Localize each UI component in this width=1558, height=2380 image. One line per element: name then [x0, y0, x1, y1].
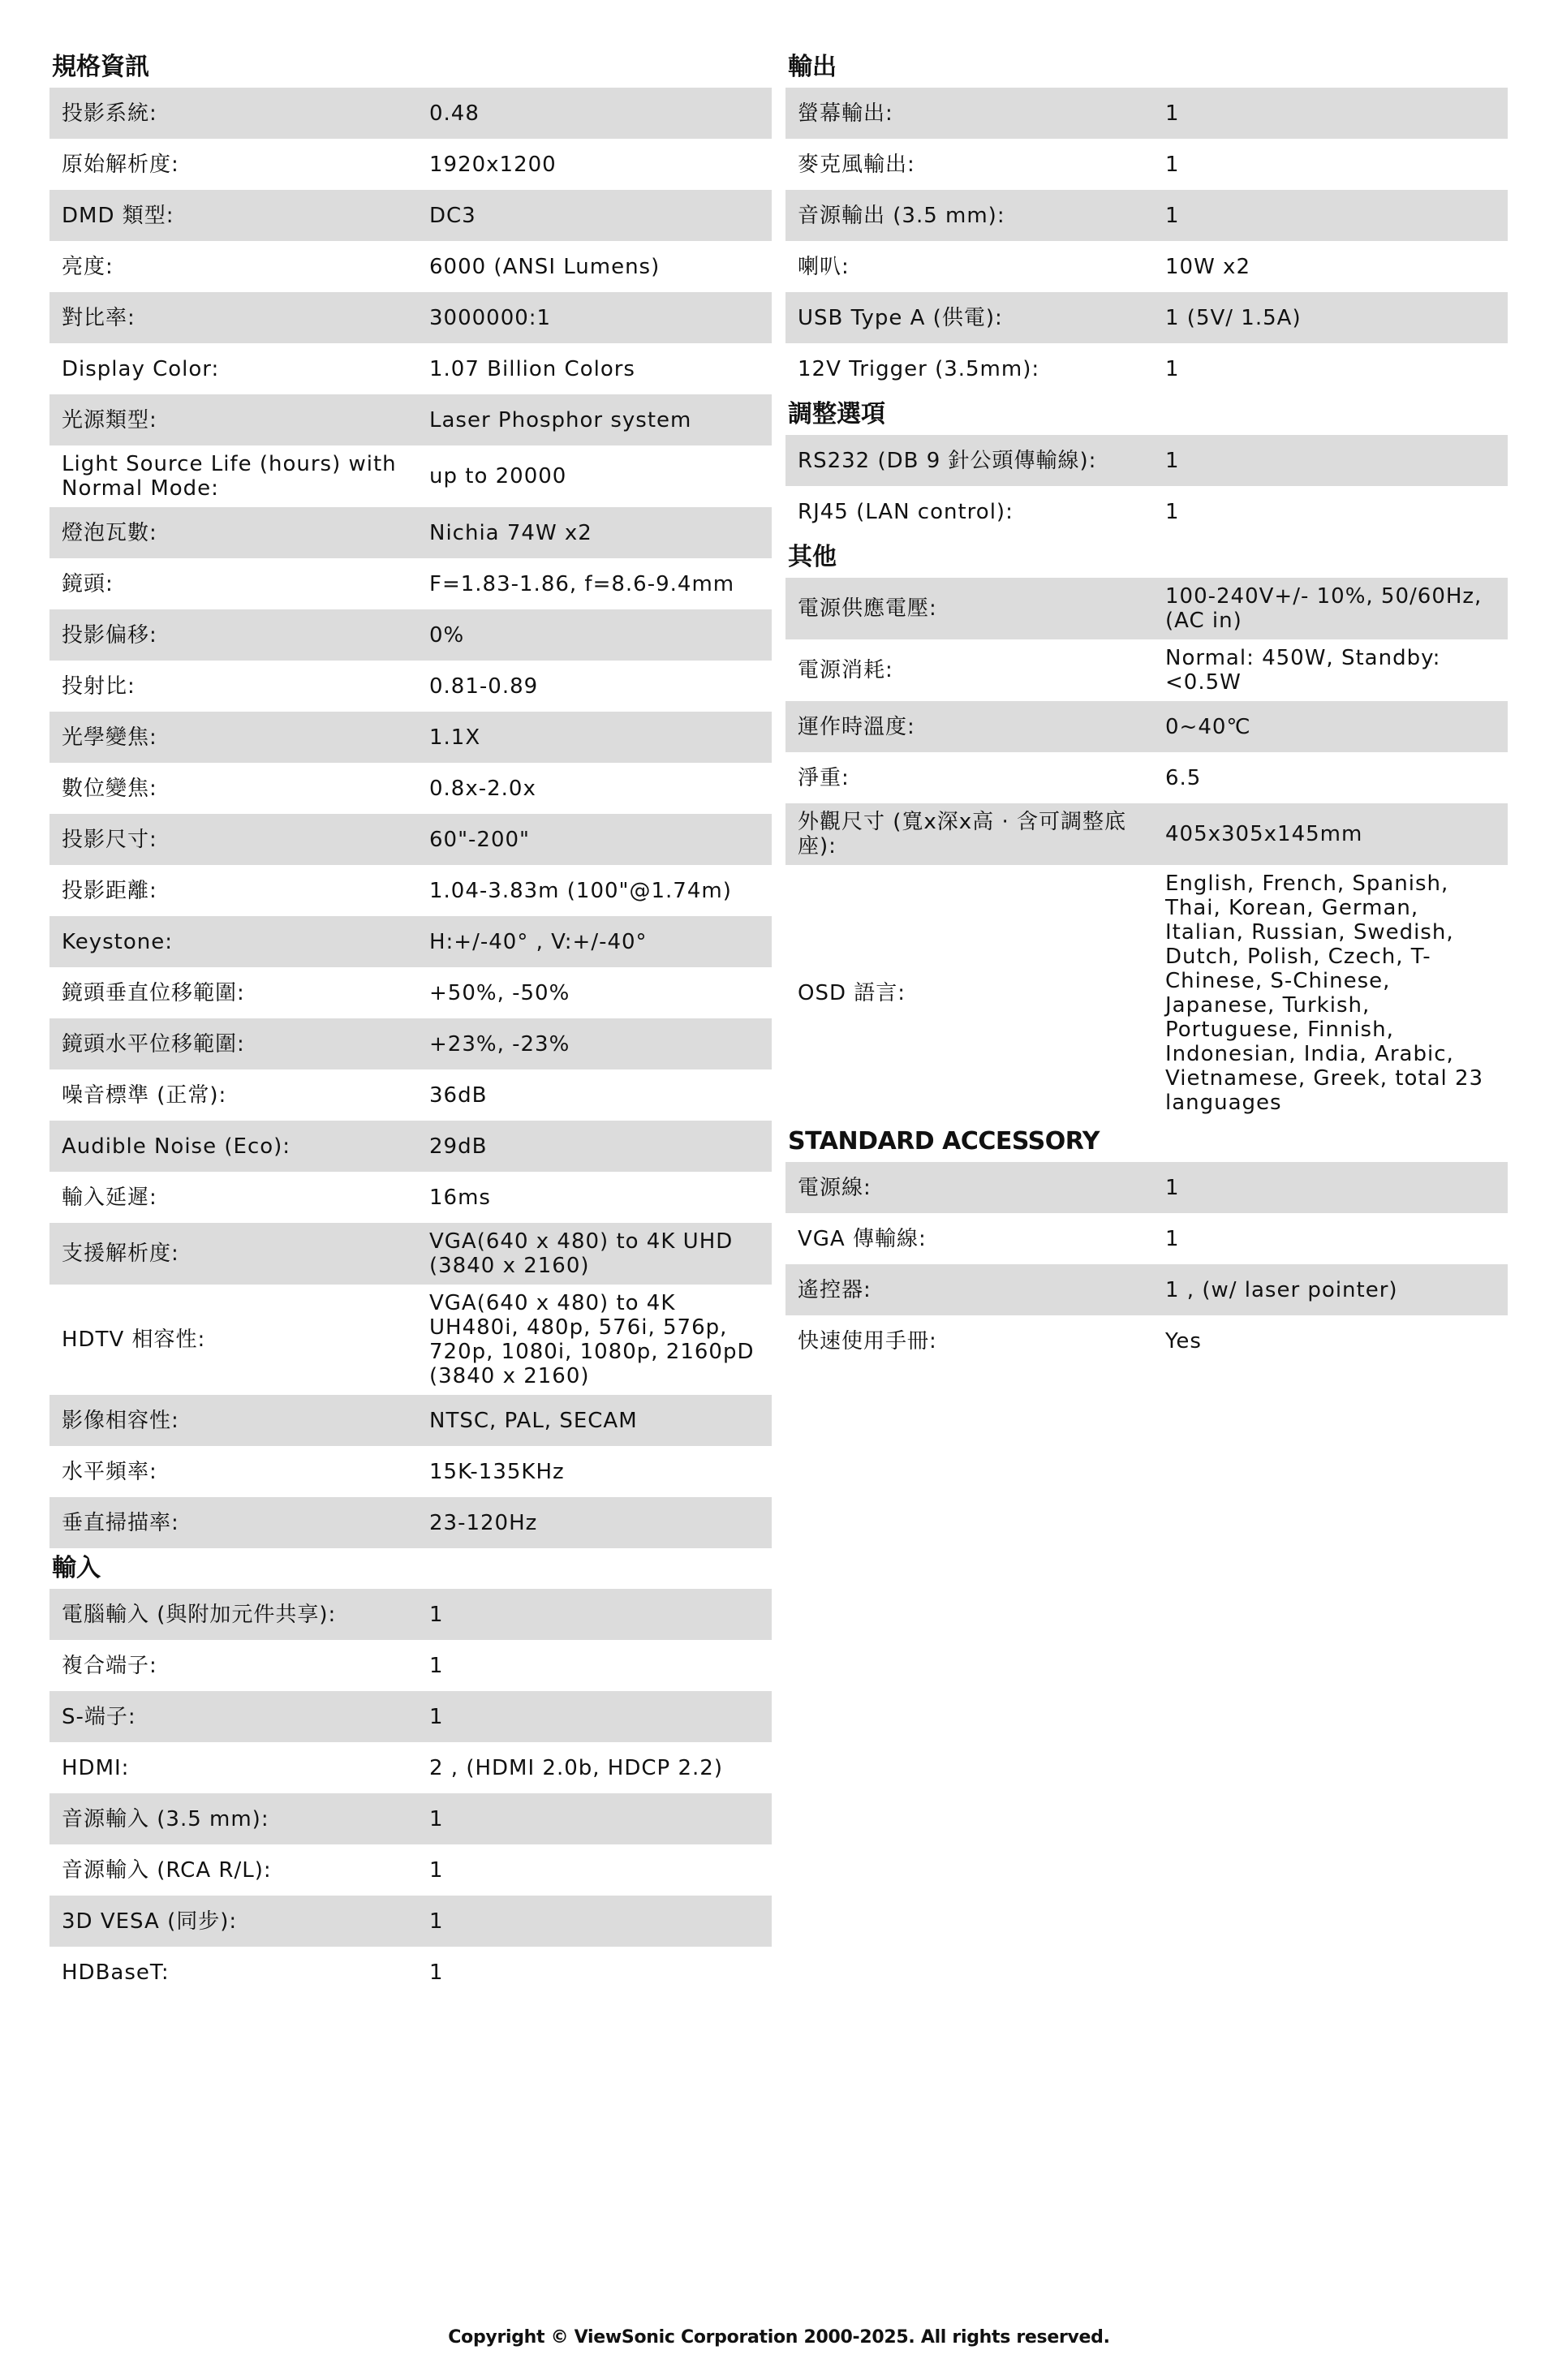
- section-title: 規格資訊: [52, 53, 149, 81]
- spec-row: [49, 343, 772, 394]
- spec-label: 光學變焦:: [62, 725, 157, 750]
- spec-value: 6.5: [1165, 765, 1202, 790]
- spec-row: [49, 1844, 772, 1896]
- spec-value: 0.81-0.89: [429, 674, 539, 699]
- spec-label: 投影偏移:: [62, 622, 157, 648]
- spec-row: [49, 1640, 772, 1691]
- spec-section: [49, 47, 772, 1548]
- spec-label: 鏡頭水平位移範圍:: [62, 1031, 245, 1057]
- spec-value: 16ms: [429, 1185, 491, 1210]
- spec-value: 1: [429, 1960, 444, 1985]
- spec-value: H:+/-40° , V:+/-40°: [429, 929, 648, 954]
- spec-value: 1.07 Billion Colors: [429, 356, 635, 381]
- spec-row: [49, 712, 772, 763]
- spec-label: 支援解析度:: [62, 1242, 179, 1266]
- spec-row: [785, 578, 1508, 639]
- copyright-footer: Copyright © ViewSonic Corporation 2000-2025. All rights reserved.: [448, 2327, 1110, 2348]
- spec-label: S-端子:: [62, 1704, 136, 1729]
- spec-label: VGA 傳輸線:: [798, 1226, 927, 1251]
- spec-label: 音源輸出 (3.5 mm):: [798, 203, 1005, 228]
- spec-label: 鏡頭垂直位移範圍:: [62, 980, 245, 1005]
- spec-label: HDBaseT:: [62, 1960, 170, 1985]
- spec-row: [49, 1589, 772, 1640]
- spec-value: 1.04-3.83m (100"@1.74m): [429, 878, 732, 903]
- spec-row: [785, 241, 1508, 292]
- section-title: 輸入: [52, 1554, 101, 1582]
- spec-row: [49, 292, 772, 343]
- spec-value: Nichia 74W x2: [429, 520, 592, 545]
- spec-row: [49, 1395, 772, 1446]
- spec-row: [49, 558, 772, 609]
- spec-label: 光源類型:: [62, 407, 157, 433]
- spec-label: 投影尺寸:: [62, 827, 157, 852]
- spec-value: 23-120Hz: [429, 1510, 538, 1535]
- spec-value: 1: [1165, 356, 1180, 381]
- spec-row: [49, 394, 772, 445]
- spec-row: [49, 967, 772, 1018]
- spec-row: [785, 190, 1508, 241]
- spec-value: 10W x2: [1165, 254, 1250, 279]
- spec-label: 3D VESA (同步):: [62, 1909, 238, 1934]
- spec-label: 音源輸入 (3.5 mm):: [62, 1806, 269, 1831]
- spec-label: 電腦輸入 (與附加元件共享):: [62, 1602, 337, 1627]
- spec-value: up to 20000: [429, 464, 567, 488]
- spec-label: Light Source Life (hours) with Normal Mode:: [62, 452, 397, 501]
- spec-label: 鏡頭:: [62, 571, 114, 596]
- spec-value: 1: [1165, 152, 1180, 177]
- spec-label: 燈泡瓦數:: [62, 520, 157, 545]
- spec-value: 1.1X: [429, 725, 481, 750]
- spec-label: 麥克風輸出:: [798, 152, 915, 177]
- spec-value: +23%, -23%: [429, 1031, 570, 1057]
- spec-row: [49, 1497, 772, 1548]
- spec-value: Normal: 450W, Standby: <0.5W: [1165, 646, 1441, 695]
- spec-row: [49, 88, 772, 139]
- spec-row: [785, 139, 1508, 190]
- spec-value: 1: [429, 1857, 444, 1883]
- spec-section: [785, 394, 1508, 537]
- spec-value: 0%: [429, 622, 465, 648]
- spec-label: 對比率:: [62, 305, 136, 330]
- spec-row: [49, 814, 772, 865]
- spec-value: 15K-135KHz: [429, 1459, 565, 1484]
- spec-row: [49, 1223, 772, 1285]
- spec-value: Laser Phosphor system: [429, 407, 692, 433]
- spec-row: [785, 1213, 1508, 1264]
- spec-label: 電源消耗:: [798, 658, 893, 682]
- spec-row: [785, 88, 1508, 139]
- spec-value: 0.48: [429, 101, 480, 126]
- spec-label: RJ45 (LAN control):: [798, 499, 1014, 524]
- spec-row: [49, 763, 772, 814]
- spec-row: [785, 435, 1508, 486]
- spec-label: Display Color:: [62, 356, 220, 381]
- spec-label: 快速使用手冊:: [798, 1328, 937, 1354]
- spec-value: 1: [1165, 448, 1180, 473]
- right-column: [785, 47, 1508, 1366]
- spec-row: [49, 1896, 772, 1947]
- spec-label: USB Type A (供電):: [798, 305, 1003, 330]
- spec-row: [49, 445, 772, 507]
- spec-row: [785, 865, 1508, 1121]
- spec-label: 喇叭:: [798, 254, 850, 279]
- spec-label: 水平頻率:: [62, 1459, 157, 1484]
- spec-row: [785, 292, 1508, 343]
- spec-label: OSD 語言:: [798, 981, 906, 1005]
- spec-value: 1: [1165, 499, 1180, 524]
- spec-label: 亮度:: [62, 254, 114, 279]
- spec-label: HDMI:: [62, 1755, 130, 1780]
- spec-label: 音源輸入 (RCA R/L):: [62, 1857, 272, 1883]
- spec-value: Yes: [1165, 1328, 1202, 1354]
- spec-label: 噪音標準 (正常):: [62, 1082, 227, 1108]
- spec-value: 100-240V+/- 10%, 50/60Hz, (AC in): [1165, 584, 1483, 633]
- section-title: 調整選項: [788, 400, 885, 428]
- spec-row: [785, 343, 1508, 394]
- spec-value: 1: [429, 1806, 444, 1831]
- spec-row: [49, 1121, 772, 1172]
- spec-value: 29dB: [429, 1134, 488, 1159]
- spec-row: [785, 1315, 1508, 1366]
- spec-value: 1: [1165, 1175, 1180, 1200]
- spec-row: [49, 865, 772, 916]
- spec-label: 數位變焦:: [62, 776, 157, 801]
- spec-label: 電源線:: [798, 1175, 872, 1200]
- spec-label: HDTV 相容性:: [62, 1328, 206, 1352]
- spec-row: [49, 1947, 772, 1998]
- section-title: STANDARD ACCESSORY: [788, 1127, 1100, 1156]
- spec-row: [49, 1018, 772, 1069]
- spec-value: 0~40℃: [1165, 714, 1251, 739]
- spec-label: 螢幕輸出:: [798, 101, 893, 126]
- spec-row: [785, 701, 1508, 752]
- spec-row: [785, 486, 1508, 537]
- spec-value: 6000 (ANSI Lumens): [429, 254, 661, 279]
- spec-row: [49, 1691, 772, 1742]
- spec-row: [49, 507, 772, 558]
- spec-label: 原始解析度:: [62, 152, 179, 177]
- spec-value: 1: [429, 1653, 444, 1678]
- spec-row: [49, 190, 772, 241]
- spec-row: [785, 752, 1508, 803]
- spec-row: [49, 1285, 772, 1395]
- spec-value: English, French, Spanish, Thai, Korean, German, Italian, Russian, Swedish, Dutch, Polish, Czech, T-Chinese, S-Chinese, Japanese, Turkish, Portuguese, Finnish, Indonesian, India, Arabic, Vietnamese, Greek, total 23 languages: [1165, 872, 1484, 1115]
- spec-value: 1 (5V/ 1.5A): [1165, 305, 1302, 330]
- spec-value: 1: [1165, 1226, 1180, 1251]
- spec-value: +50%, -50%: [429, 980, 570, 1005]
- section-title: 其他: [788, 543, 837, 571]
- spec-section: [785, 1121, 1508, 1366]
- spec-value: 1: [429, 1602, 444, 1627]
- spec-label: Audible Noise (Eco):: [62, 1134, 291, 1159]
- spec-row: [49, 1742, 772, 1793]
- spec-row: [49, 1793, 772, 1844]
- spec-row: [785, 803, 1508, 865]
- spec-label: 投射比:: [62, 674, 136, 699]
- spec-section: [49, 1548, 772, 1998]
- spec-label: 投影系統:: [62, 101, 157, 126]
- spec-value: 1: [1165, 101, 1180, 126]
- spec-value: DC3: [429, 203, 476, 228]
- spec-value: 1920x1200: [429, 152, 557, 177]
- spec-value: VGA(640 x 480) to 4K UH480i, 480p, 576i, 576p, 720p, 1080i, 1080p, 2160pD (3840 x 2160): [429, 1291, 755, 1388]
- spec-label: 12V Trigger (3.5mm):: [798, 356, 1040, 381]
- spec-section: [785, 537, 1508, 1121]
- spec-row: [49, 661, 772, 712]
- left-column: [49, 47, 772, 1998]
- spec-row: [49, 1172, 772, 1223]
- spec-label: 投影距離:: [62, 878, 157, 903]
- spec-value: 1: [429, 1704, 444, 1729]
- spec-label: 外觀尺寸 (寬x深x高 · 含可調整底座):: [798, 810, 1126, 859]
- spec-row: [785, 1264, 1508, 1315]
- spec-value: 60"-200": [429, 827, 531, 852]
- spec-value: 0.8x-2.0x: [429, 776, 536, 801]
- spec-value: 1 , (w/ laser pointer): [1165, 1277, 1398, 1302]
- spec-value: 1: [429, 1909, 444, 1934]
- spec-value: 1: [1165, 203, 1180, 228]
- spec-row: [49, 139, 772, 190]
- spec-label: 運作時溫度:: [798, 714, 915, 739]
- spec-label: 輸入延遲:: [62, 1185, 157, 1210]
- spec-value: 3000000:1: [429, 305, 552, 330]
- spec-row: [49, 241, 772, 292]
- section-title: 輸出: [788, 53, 837, 81]
- spec-label: 淨重:: [798, 765, 850, 790]
- spec-value: 405x305x145mm: [1165, 822, 1363, 846]
- spec-row: [49, 1069, 772, 1121]
- spec-label: 遙控器:: [798, 1277, 872, 1302]
- spec-label: Keystone:: [62, 929, 174, 954]
- spec-value: VGA(640 x 480) to 4K UHD (3840 x 2160): [429, 1229, 734, 1278]
- spec-label: DMD 類型:: [62, 203, 174, 228]
- spec-value: 36dB: [429, 1082, 488, 1108]
- spec-row: [49, 609, 772, 661]
- spec-section: [785, 47, 1508, 394]
- spec-label: 複合端子:: [62, 1653, 157, 1678]
- spec-row: [785, 639, 1508, 701]
- spec-label: RS232 (DB 9 針公頭傳輸線):: [798, 448, 1097, 473]
- spec-label: 影像相容性:: [62, 1408, 179, 1433]
- spec-label: 電源供應電壓:: [798, 596, 937, 621]
- spec-row: [49, 916, 772, 967]
- spec-value: 2 , (HDMI 2.0b, HDCP 2.2): [429, 1755, 723, 1780]
- spec-value: NTSC, PAL, SECAM: [429, 1408, 638, 1433]
- spec-value: F=1.83-1.86, f=8.6-9.4mm: [429, 571, 735, 596]
- spec-label: 垂直掃描率:: [62, 1510, 179, 1535]
- spec-row: [49, 1446, 772, 1497]
- spec-row: [785, 1162, 1508, 1213]
